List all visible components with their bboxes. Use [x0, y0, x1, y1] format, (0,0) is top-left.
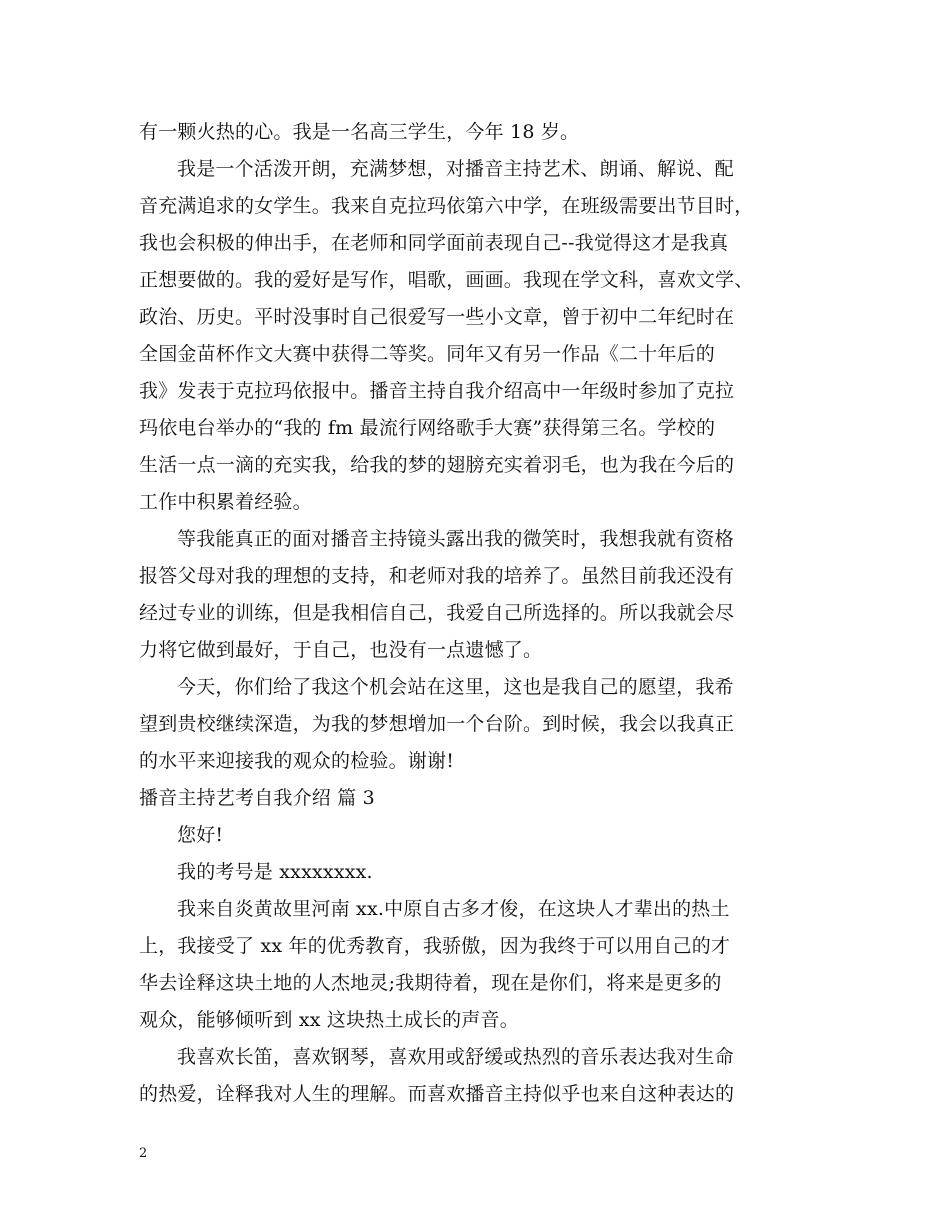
text-line: 音充满追求的女学生。我来自克拉玛依第六中学，在班级需要出节目时，: [139, 195, 754, 217]
text-line: 有一颗火热的心。我是一名高三学生，今年 18 岁。: [139, 121, 580, 143]
text-line: 工作中积累着经验。: [139, 491, 312, 513]
text-line: 政治、历史。平时没事时自己很爱写一些小文章，曾于初中二年纪时在: [139, 306, 735, 328]
text-line: 的水平来迎接我的观众的检验。谢谢!: [139, 750, 455, 772]
text-line: 报答父母对我的理想的支持，和老师对我的培养了。虽然目前我还没有: [139, 565, 735, 587]
text-line: 我》发表于克拉玛依报中。播音主持自我介绍高中一年级时参加了克拉: [139, 380, 735, 402]
text-line: 望到贵校继续深造，为我的梦想增加一个台阶。到时候，我会以我真正: [139, 713, 735, 735]
text-line: 我的考号是 xxxxxxxx.: [177, 861, 373, 883]
document-body: [139, 114, 813, 1113]
text-line: 的热爱，诠释我对人生的理解。而喜欢播音主持似乎也来自这种表达的: [139, 1083, 735, 1105]
text-line: 生活一点一滴的充实我，给我的梦的翅膀充实着羽毛，也为我在今后的: [139, 454, 735, 476]
text-line: 全国金苗杯作文大赛中获得二等奖。同年又有另一作品《二十年后的: [139, 343, 716, 365]
text-line: 力将它做到最好，于自己，也没有一点遗憾了。: [139, 639, 543, 661]
text-line: 观众，能够倾听到 xx 这块热土成长的声音。: [139, 1009, 519, 1031]
text-line: 您好!: [177, 824, 224, 846]
text-line: 今天，你们给了我这个机会站在这里，这也是我自己的愿望，我希: [177, 676, 734, 698]
text-line: 正想要做的。我的爱好是写作，唱歌，画画。我现在学文科，喜欢文学、: [139, 269, 754, 291]
text-line: 华去诠释这块土地的人杰地灵;我期待着，现在是你们，将来是更多的: [139, 972, 722, 994]
text-line: 我来自炎黄故里河南 xx.中原自古多才俊，在这块人才辈出的热土: [177, 898, 730, 920]
section-heading: 播音主持艺考自我介绍 篇 3: [139, 787, 375, 809]
text-line: 我喜欢长笛，喜欢钢琴，喜欢用或舒缓或热烈的音乐表达我对生命: [177, 1046, 734, 1068]
page-number: 2: [139, 1146, 148, 1161]
text-line: 我也会积极的伸出手，在老师和同学面前表现自己--我觉得这才是我真: [139, 232, 729, 254]
text-line: 上，我接受了 xx 年的优秀教育，我骄傲，因为我终于可以用自己的才: [139, 935, 731, 957]
text-line: 经过专业的训练，但是我相信自己，我爱自己所选择的。所以我就会尽: [139, 602, 735, 624]
text-line: 玛依电台举办的“我的 fm 最流行网络歌手大赛”获得第三名。学校的: [139, 417, 716, 439]
text-line: 我是一个活泼开朗，充满梦想，对播音主持艺术、朗诵、解说、配: [177, 158, 734, 180]
text-line: 等我能真正的面对播音主持镜头露出我的微笑时，我想我就有资格: [177, 528, 734, 550]
